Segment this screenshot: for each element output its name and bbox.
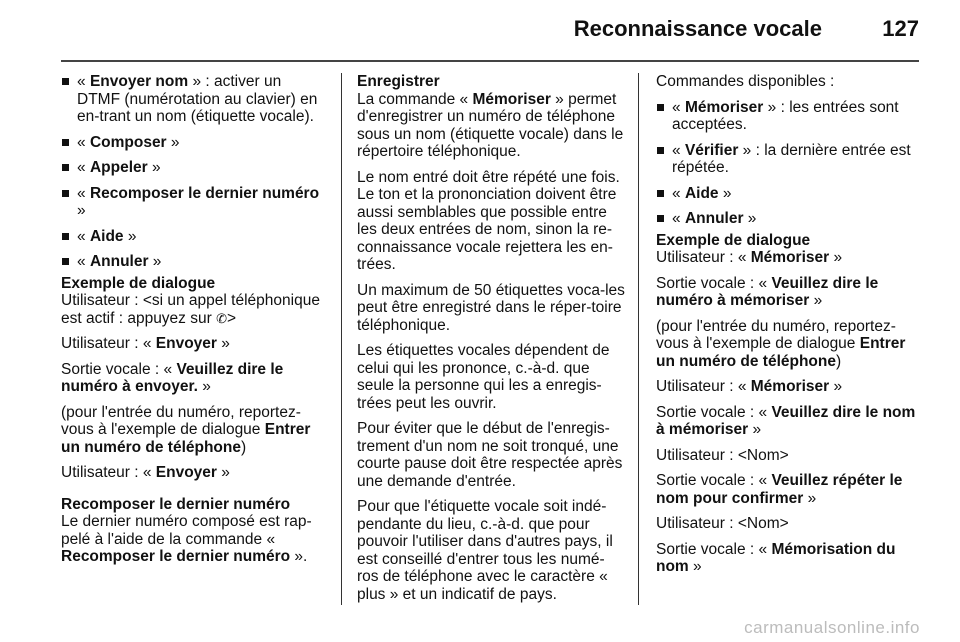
- command-list: [61, 73, 327, 271]
- page-number: 127: [882, 16, 919, 41]
- column-divider: [638, 73, 639, 605]
- list-item: « Envoyer nom » : activer un DTMF (numérotation au clavier) en en-trant un nom (étiquette vocale).: [61, 73, 327, 126]
- command-list: [656, 99, 924, 228]
- dialog-line: (pour l'entrée du numéro, reportez-vous à l'exemple de dialogue Entrer un numéro de téléphone): [656, 317, 906, 370]
- bullet-icon: [657, 104, 664, 111]
- section-heading: Exemple de dialogue: [656, 231, 811, 249]
- dialog-line: Sortie vocale : « Veuillez dire le numéro à mémoriser »: [656, 274, 879, 309]
- watermark: carmanualsonline.info: [744, 618, 920, 637]
- section-heading: Exemple de dialogue: [61, 274, 216, 292]
- page-title: Reconnaissance vocale: [573, 16, 822, 41]
- bullet-icon: [62, 190, 69, 197]
- dialog-line: Utilisateur : <si un appel téléphonique est actif : appuyez sur ✆>: [61, 292, 320, 327]
- phone-icon: ✆: [216, 310, 227, 326]
- list-item: « Aide »: [61, 228, 327, 246]
- paragraph: Le nom entré doit être répété une fois. Le ton et la prononciation doivent être aussi semblables que possible entre les deux entrées de nom, sinon la re-connaissance vocale rejettera les en-trées.: [357, 168, 620, 273]
- bullet-icon: [657, 215, 664, 222]
- list-item: « Recomposer le dernier numéro »: [61, 185, 327, 220]
- bullet-icon: [62, 139, 69, 146]
- dialog-line: Utilisateur : <Nom>: [656, 515, 789, 532]
- dialog-line: Utilisateur : « Mémoriser »: [656, 249, 843, 266]
- dialog-line: Utilisateur : « Mémoriser »: [656, 378, 843, 395]
- column-1: [61, 73, 327, 574]
- section-heading: Recomposer le dernier numéro: [61, 495, 291, 513]
- dialog-line: Sortie vocale : « Mémorisation du nom »: [656, 540, 896, 575]
- paragraph: Les étiquettes vocales dépendent de celui qui les prononce, c.-à-d. que seule la personne qui les a enregis-trées peut les ouvrir.: [357, 342, 610, 412]
- dialog-line: Utilisateur : « Envoyer »: [61, 464, 230, 481]
- paragraph: Pour éviter que le début de l'enregis-trement d'un nom ne soit tronqué, une courte pause doit être respectée après une demande d'entrée.: [357, 420, 623, 490]
- bullet-icon: [62, 78, 69, 85]
- list-item: « Annuler »: [61, 253, 327, 271]
- list-item: « Vérifier » : la dernière entrée est répétée.: [656, 142, 924, 177]
- bullet-icon: [657, 190, 664, 197]
- bullet-icon: [62, 164, 69, 171]
- dialog-line: Sortie vocale : « Veuillez dire le numéro à envoyer. »: [61, 360, 284, 395]
- paragraph: Pour que l'étiquette vocale soit indé-pendante du lieu, c.-à-d. que pour pouvoir l'utiliser dans d'autres pays, il est conseillé d'entrer tous les numé-ros de téléphone avec le caractère « plus » et un indicatif de pays.: [357, 498, 613, 603]
- column-2: [357, 73, 625, 611]
- bullet-icon: [62, 258, 69, 265]
- dialog-line: (pour l'entrée du numéro, reportez-vous à l'exemple de dialogue Entrer un numéro de téléphone): [61, 403, 311, 456]
- dialog-line: Sortie vocale : « Veuillez dire le nom à mémoriser »: [656, 403, 916, 438]
- list-item: « Mémoriser » : les entrées sont acceptées.: [656, 99, 924, 134]
- column-3: [656, 73, 924, 584]
- list-item: « Composer »: [61, 134, 327, 152]
- section-heading: Enregistrer: [357, 73, 440, 90]
- paragraph: Un maximum de 50 étiquettes voca-les peut être enregistré dans le réper-toire téléphonique.: [357, 281, 625, 334]
- bullet-icon: [657, 147, 664, 154]
- list-item: « Annuler »: [656, 210, 924, 228]
- dialog-line: Utilisateur : <Nom>: [656, 446, 789, 464]
- dialog-line: Utilisateur : « Envoyer »: [61, 335, 230, 352]
- dialog-line: Sortie vocale : « Veuillez répéter le nom pour confirmer »: [656, 472, 903, 507]
- list-item: « Aide »: [656, 185, 924, 203]
- header-divider: [61, 60, 919, 62]
- paragraph: Commandes disponibles :: [656, 73, 835, 90]
- bullet-icon: [62, 233, 69, 240]
- column-divider: [341, 73, 342, 605]
- paragraph: Le dernier numéro composé est rap-pelé à l'aide de la commande « Recomposer le dernier numéro ».: [61, 513, 312, 565]
- list-item: « Appeler »: [61, 159, 327, 177]
- paragraph: La commande « Mémoriser » permet d'enregistrer un numéro de téléphone sous un nom (étiquette vocale) dans le répertoire téléphonique.: [357, 90, 624, 160]
